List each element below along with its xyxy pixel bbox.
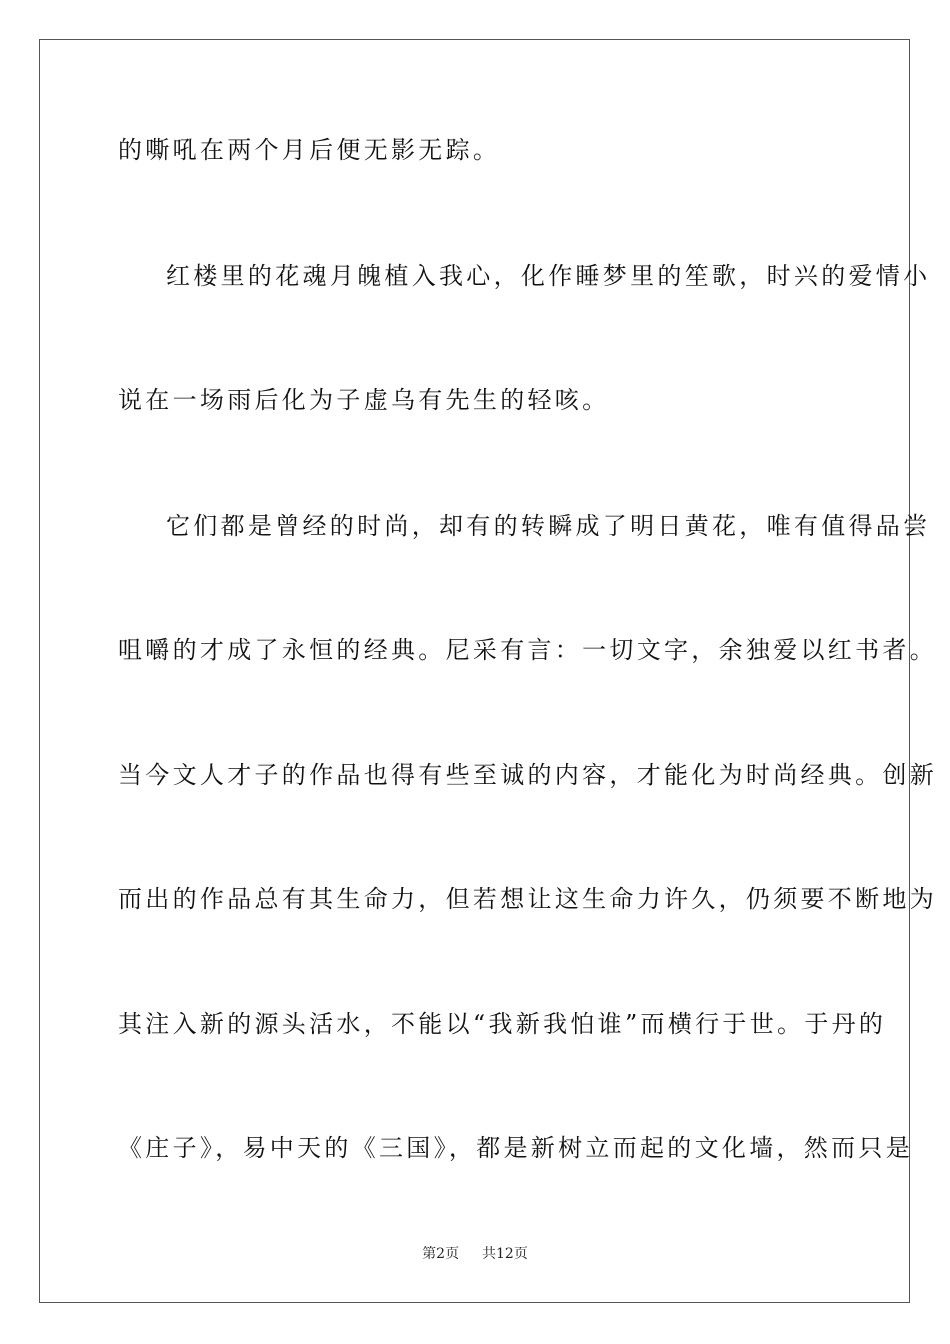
text-line: 说在一场雨后化为子虚乌有先生的轻咳。 <box>118 386 610 414</box>
text-line: 的嘶吼在两个月后便无影无踪。 <box>118 136 501 164</box>
page-footer <box>0 1245 950 1263</box>
text-line: 其注入新的源头活水，不能以“我新我怕谁”而横行于世。于丹的 <box>118 1010 887 1038</box>
total-pages: 共12页 <box>482 1246 528 1262</box>
text-line: 当今文人才子的作品也得有些至诚的内容，才能化为时尚经典。创新 <box>118 761 937 789</box>
text-line: 《庄子》，易中天的《三国》，都是新树立而起的文化墙，然而只是 <box>118 1134 913 1162</box>
text-line: 而出的作品总有其生命力，但若想让这生命力许久，仍须要不断地为 <box>118 885 937 913</box>
page-number: 第2页 <box>422 1246 460 1262</box>
text-line: 它们都是曾经的时尚，却有的转瞬成了明日黄花，唯有值得品尝 <box>166 512 931 540</box>
text-line: 红楼里的花魂月魄植入我心，化作睡梦里的笙歌，时兴的爱情小 <box>166 262 931 290</box>
page-border <box>39 39 937 1303</box>
text-line: 咀嚼的才成了永恒的经典。尼采有言：一切文字，余独爱以红书者。 <box>118 636 937 664</box>
